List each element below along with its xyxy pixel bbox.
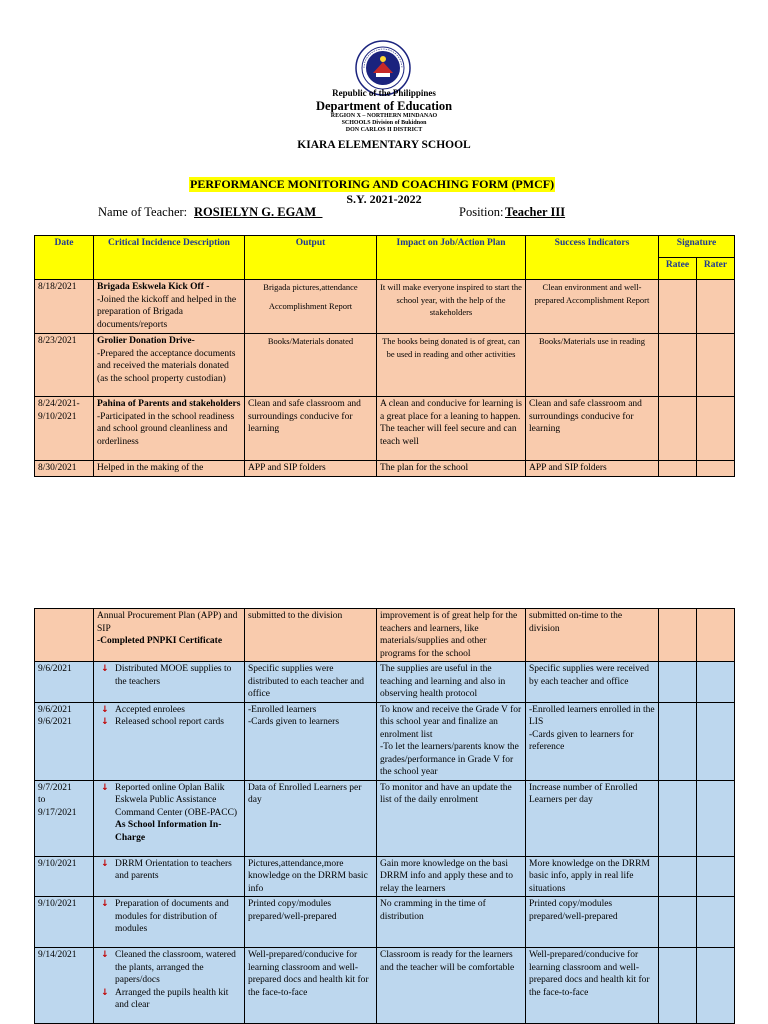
row-success: Increase number of Enrolled Learners per day bbox=[526, 780, 659, 856]
school-name: KIARA ELEMENTARY SCHOOL bbox=[297, 139, 471, 151]
table-row bbox=[35, 461, 735, 477]
table-row bbox=[35, 856, 735, 897]
table-row bbox=[35, 609, 735, 662]
region-label: REGION X – NORTHERN MINDANAO bbox=[330, 113, 438, 119]
bullet-text: Reported online Oplan Balik Eskwela Public Assistance Command Center (OBE-PACC) bbox=[115, 782, 238, 818]
row-date: 8/18/2021 bbox=[35, 280, 94, 334]
bullet-item: ↓ Cleaned the classroom, watered the plants, arranged the papers/docs bbox=[115, 949, 241, 987]
row-success: Specific supplies were received by each teacher and office bbox=[526, 662, 659, 703]
row-date: 8/30/2021 bbox=[35, 461, 94, 477]
header-impact: Impact on Job/Action Plan bbox=[377, 236, 526, 280]
date-line: 9/10/2021 bbox=[38, 411, 77, 422]
row-impact: To monitor and have an update the list of the daily enrolment bbox=[377, 780, 526, 856]
row-ratee[interactable] bbox=[659, 609, 697, 662]
bullet-item bbox=[115, 782, 241, 845]
row-date: 9/10/2021 bbox=[35, 897, 94, 948]
row-incidence bbox=[94, 334, 245, 397]
header-ratee: Ratee bbox=[659, 258, 697, 280]
row-date: 9/10/2021 bbox=[35, 856, 94, 897]
row-incidence bbox=[94, 397, 245, 461]
row-impact: The books being donated is of great, can be used in reading and other activities bbox=[377, 334, 526, 397]
row-output bbox=[245, 280, 377, 334]
header-signature: Signature bbox=[659, 236, 735, 258]
row-success: Well-prepared/conducive for learning classroom and well-prepared docs and health kit for the face-to-face bbox=[526, 948, 659, 1024]
row-success: Clean and safe classroom and surroundings conducive for learning bbox=[526, 397, 659, 461]
row-ratee[interactable] bbox=[659, 897, 697, 948]
success-line: -Enrolled learners enrolled in the LIS bbox=[529, 704, 655, 727]
row-impact: A clean and conducive for learning is a great place for a leaning to happen. The teacher will feel secure and can teach well bbox=[377, 397, 526, 461]
bullet-item: ↓ Distributed MOOE supplies to the teachers bbox=[115, 663, 241, 688]
row-incidence bbox=[94, 702, 245, 780]
row-date: 9/14/2021 bbox=[35, 948, 94, 1024]
table-row bbox=[35, 662, 735, 703]
row-ratee[interactable] bbox=[659, 662, 697, 703]
table-row bbox=[35, 780, 735, 856]
row-ratee[interactable] bbox=[659, 948, 697, 1024]
row-rater[interactable] bbox=[697, 702, 735, 780]
row-impact: No cramming in the time of distribution bbox=[377, 897, 526, 948]
incidence-desc: -Prepared the acceptance documents and received the materials donated (as the school property custodian) bbox=[97, 348, 236, 384]
row-rater[interactable] bbox=[697, 334, 735, 397]
position-label: Position: bbox=[459, 205, 504, 219]
row-ratee[interactable] bbox=[659, 461, 697, 477]
row-ratee[interactable] bbox=[659, 702, 697, 780]
division-label: SCHOOLS Division of Bukidnon bbox=[341, 120, 427, 126]
position-value: Teacher III bbox=[505, 205, 566, 219]
row-incidence bbox=[94, 897, 245, 948]
row-output: Data of Enrolled Learners per day bbox=[245, 780, 377, 856]
header-output: Output bbox=[245, 236, 377, 280]
row-success: submitted on-time to the division bbox=[526, 609, 659, 662]
date-line: 9/6/2021 bbox=[38, 704, 72, 715]
row-rater[interactable] bbox=[697, 948, 735, 1024]
bullet-bold-text: As School Information In-Charge bbox=[115, 820, 222, 843]
row-date bbox=[35, 397, 94, 461]
republic-label: Republic of the Philippines bbox=[332, 88, 436, 98]
date-line: 9/17/2021 bbox=[38, 807, 77, 818]
row-ratee[interactable] bbox=[659, 856, 697, 897]
row-impact: Classroom is ready for the learners and the teacher will be comfortable bbox=[377, 948, 526, 1024]
teacher-name: ROSIELYN G. EGAM_ bbox=[194, 205, 323, 219]
output-line: Brigada pictures,attendance bbox=[263, 282, 358, 292]
date-line: 9/7/2021 bbox=[38, 782, 72, 793]
row-ratee[interactable] bbox=[659, 334, 697, 397]
success-line: -Cards given to learners for reference bbox=[529, 729, 634, 752]
row-output: Pictures,attendance,more knowledge on the DRRM basic info bbox=[245, 856, 377, 897]
row-incidence bbox=[94, 280, 245, 334]
row-date: 9/6/2021 bbox=[35, 662, 94, 703]
output-line: -Enrolled learners bbox=[248, 704, 317, 715]
row-output: submitted to the division bbox=[245, 609, 377, 662]
table-row bbox=[35, 948, 735, 1024]
row-output: Books/Materials donated bbox=[245, 334, 377, 397]
row-rater[interactable] bbox=[697, 856, 735, 897]
row-output: Specific supplies were distributed to each teacher and office bbox=[245, 662, 377, 703]
row-incidence bbox=[94, 780, 245, 856]
row-rater[interactable] bbox=[697, 397, 735, 461]
row-impact: Gain more knowledge on the basi DRRM info and apply these and to relay the learners bbox=[377, 856, 526, 897]
row-rater[interactable] bbox=[697, 662, 735, 703]
output-line: -Cards given to learners bbox=[248, 717, 340, 727]
row-date bbox=[35, 702, 94, 780]
incidence-title: Pahina of Parents and stakeholders bbox=[97, 399, 241, 409]
incidence-title: -Completed PNPKI Certificate bbox=[97, 636, 223, 646]
row-output: Printed copy/modules prepared/well-prepared bbox=[245, 897, 377, 948]
incidence-desc: -Joined the kickoff and helped in the preparation of Brigada documents/reports bbox=[97, 294, 237, 330]
incidence-desc: Annual Procurement Plan (APP) and SIP bbox=[97, 611, 238, 634]
row-impact: The plan for the school bbox=[377, 461, 526, 477]
bullet-item: ↓ Accepted enrolees bbox=[115, 704, 241, 717]
row-impact: It will make everyone inspired to start the school year, with the help of the stakeholders bbox=[377, 280, 526, 334]
row-incidence bbox=[94, 662, 245, 703]
row-success bbox=[526, 702, 659, 780]
bullet-item: ↓ DRRM Orientation to teachers and parents bbox=[115, 858, 241, 883]
impact-line: To know and receive the Grade V for this school year and finalize an enrolment list bbox=[380, 704, 522, 740]
pmcf-table bbox=[34, 235, 735, 477]
row-ratee[interactable] bbox=[659, 397, 697, 461]
row-impact: The supplies are useful in the teaching and learning and also in observing health protocol bbox=[377, 662, 526, 703]
table-row bbox=[35, 397, 735, 461]
row-impact bbox=[377, 702, 526, 780]
school-year: S.Y. 2021-2022 bbox=[346, 192, 422, 206]
form-title: PERFORMANCE MONITORING AND COACHING FORM (PMCF) bbox=[190, 177, 555, 191]
incidence-title: Grolier Donation Drive- bbox=[97, 336, 195, 346]
row-date bbox=[35, 780, 94, 856]
row-ratee[interactable] bbox=[659, 780, 697, 856]
district-label: DON CARLOS II DISTRICT bbox=[345, 127, 423, 133]
row-rater[interactable] bbox=[697, 897, 735, 948]
bullet-item: ↓ Preparation of documents and modules for distribution of modules bbox=[115, 898, 241, 936]
row-rater[interactable] bbox=[697, 461, 735, 477]
bullet-item: ↓ Released school report cards bbox=[115, 716, 241, 729]
incidence-title: Brigada Eskwela Kick Off - bbox=[97, 282, 210, 292]
header-rater: Rater bbox=[697, 258, 735, 280]
row-date bbox=[35, 609, 94, 662]
row-date: 8/23/2021 bbox=[35, 334, 94, 397]
row-incidence bbox=[94, 856, 245, 897]
header-success: Success Indicators bbox=[526, 236, 659, 280]
row-success: Printed copy/modules prepared/well-prepared bbox=[526, 897, 659, 948]
row-incidence: Helped in the making of the bbox=[94, 461, 245, 477]
row-ratee[interactable] bbox=[659, 280, 697, 334]
department-title: Department of Education bbox=[315, 99, 453, 113]
row-rater[interactable] bbox=[697, 609, 735, 662]
row-success: Books/Materials use in reading bbox=[526, 334, 659, 397]
impact-line: -To let the learners/parents know the grades/performance in Grade V for the school year bbox=[380, 742, 519, 777]
table-row bbox=[35, 280, 735, 334]
row-success: More knowledge on the DRRM basic info, apply in real life situations bbox=[526, 856, 659, 897]
row-output: Clean and safe classroom and surroundings conducive for learning bbox=[245, 397, 377, 461]
row-success: Clean environment and well-prepared Accomplishment Report bbox=[526, 280, 659, 334]
row-incidence bbox=[94, 609, 245, 662]
row-rater[interactable] bbox=[697, 780, 735, 856]
table-row bbox=[35, 897, 735, 948]
header-date: Date bbox=[35, 236, 94, 280]
table-row bbox=[35, 334, 735, 397]
table-row bbox=[35, 702, 735, 780]
date-line: to bbox=[38, 795, 46, 805]
row-incidence bbox=[94, 948, 245, 1024]
row-output bbox=[245, 702, 377, 780]
date-line: 9/6/2021 bbox=[38, 717, 72, 727]
row-rater[interactable] bbox=[697, 280, 735, 334]
row-impact: improvement is of great help for the teachers and learners, like materials/supplies and other programs for the school bbox=[377, 609, 526, 662]
incidence-desc: -Participated in the school readiness and school ground cleanliness and orderliness bbox=[97, 411, 235, 447]
date-line: 8/24/2021- bbox=[38, 399, 80, 409]
bullet-item: ↓ Arranged the pupils health kit and clear bbox=[115, 987, 241, 1012]
row-output: APP and SIP folders bbox=[245, 461, 377, 477]
row-success: APP and SIP folders bbox=[526, 461, 659, 477]
row-output: Well-prepared/conducive for learning classroom and well-prepared docs and health kit for the face-to-face bbox=[245, 948, 377, 1024]
header-incidence: Critical Incidence Description bbox=[94, 236, 245, 280]
pmcf-table-continued bbox=[34, 608, 735, 1024]
teacher-label: Name of Teacher: bbox=[98, 205, 188, 219]
output-line: Accomplishment Report bbox=[268, 300, 353, 311]
